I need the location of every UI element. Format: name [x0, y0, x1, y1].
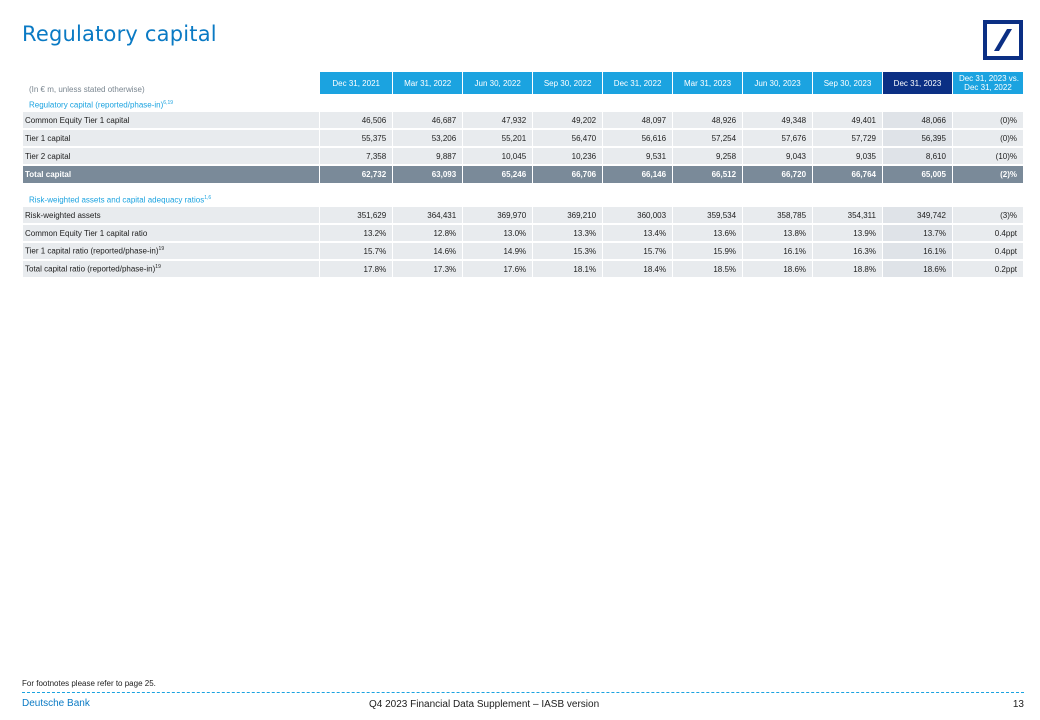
- column-header-comparison: [953, 72, 1023, 94]
- cell-value: (2)%: [953, 166, 1023, 183]
- cell-value: 15.7%: [603, 243, 672, 259]
- cell-value: 15.9%: [673, 243, 742, 259]
- row-label: Tier 2 capital: [23, 148, 319, 164]
- cell-value: 49,348: [743, 112, 812, 128]
- table-header-row: [23, 72, 1023, 94]
- comparison-label-line2: Dec 31, 2022: [964, 83, 1012, 92]
- cell-value: 56,470: [533, 130, 602, 146]
- cell-value: 17.3%: [393, 261, 462, 277]
- cell-value: 9,887: [393, 148, 462, 164]
- section-title-text: Risk-weighted assets and capital adequacy ratios: [29, 196, 205, 205]
- section-title-text: Regulatory capital (reported/phase-in): [29, 101, 164, 110]
- cell-value: 349,742: [883, 207, 952, 223]
- row-label: Common Equity Tier 1 capital ratio: [23, 225, 319, 241]
- cell-value: 15.7%: [320, 243, 392, 259]
- cell-value: 9,035: [813, 148, 882, 164]
- cell-value: 364,431: [393, 207, 462, 223]
- cell-value: 18.6%: [743, 261, 812, 277]
- column-header: Jun 30, 2023: [743, 72, 812, 94]
- table-row: [23, 148, 1023, 164]
- cell-value: 55,201: [463, 130, 532, 146]
- cell-value: 13.3%: [533, 225, 602, 241]
- row-label: Common Equity Tier 1 capital: [23, 112, 319, 128]
- section-row: [23, 185, 1023, 205]
- cell-value: 56,616: [603, 130, 672, 146]
- table-row: [23, 112, 1023, 128]
- cell-value: 351,629: [320, 207, 392, 223]
- table-row: [23, 130, 1023, 146]
- column-header: Mar 31, 2022: [393, 72, 462, 94]
- cell-value: 16.1%: [743, 243, 812, 259]
- cell-value: 360,003: [603, 207, 672, 223]
- cell-value: 48,066: [883, 112, 952, 128]
- footer-divider: [22, 692, 1024, 693]
- total-row: [23, 166, 1023, 183]
- cell-value: 48,926: [673, 112, 742, 128]
- cell-value: 369,970: [463, 207, 532, 223]
- cell-value: 7,358: [320, 148, 392, 164]
- cell-value: 49,401: [813, 112, 882, 128]
- cell-value: 12.8%: [393, 225, 462, 241]
- cell-value: 13.4%: [603, 225, 672, 241]
- cell-value: 354,311: [813, 207, 882, 223]
- column-header: Sep 30, 2022: [533, 72, 602, 94]
- page-title: Regulatory capital: [22, 22, 217, 46]
- deutsche-bank-logo-icon: [983, 20, 1023, 60]
- cell-value: 9,043: [743, 148, 812, 164]
- cell-value: (10)%: [953, 148, 1023, 164]
- cell-value: 15.3%: [533, 243, 602, 259]
- column-header: Sep 30, 2023: [813, 72, 882, 94]
- column-header: Mar 31, 2023: [673, 72, 742, 94]
- cell-value: 47,932: [463, 112, 532, 128]
- cell-value: 14.9%: [463, 243, 532, 259]
- cell-value: 65,005: [883, 166, 952, 183]
- row-label: Total capital: [23, 166, 319, 183]
- cell-value: 13.9%: [813, 225, 882, 241]
- section-row: [23, 96, 1023, 110]
- cell-value: 46,687: [393, 112, 462, 128]
- footnote-ref: 19: [155, 264, 161, 271]
- cell-value: 13.2%: [320, 225, 392, 241]
- table-row: [23, 225, 1023, 241]
- cell-value: 13.8%: [743, 225, 812, 241]
- cell-value: 48,097: [603, 112, 672, 128]
- cell-value: 18.4%: [603, 261, 672, 277]
- cell-value: 16.3%: [813, 243, 882, 259]
- cell-value: 57,676: [743, 130, 812, 146]
- footnote-ref: 1,6: [204, 195, 212, 202]
- cell-value: 53,206: [393, 130, 462, 146]
- cell-value: 18.8%: [813, 261, 882, 277]
- row-label: Tier 1 capital ratio (reported/phase-in): [25, 246, 159, 256]
- cell-value: 66,706: [533, 166, 602, 183]
- column-header-current: Dec 31, 2023: [883, 72, 952, 94]
- cell-value: 66,146: [603, 166, 672, 183]
- row-label: Total capital ratio (reported/phase-in): [25, 264, 156, 274]
- cell-value: 9,531: [603, 148, 672, 164]
- row-label-cell: [23, 243, 319, 259]
- cell-value: 17.6%: [463, 261, 532, 277]
- column-header: Dec 31, 2022: [603, 72, 672, 94]
- cell-value: 17.8%: [320, 261, 392, 277]
- cell-value: (0)%: [953, 130, 1023, 146]
- footer-document-title: Q4 2023 Financial Data Supplement – IASB version: [369, 699, 600, 710]
- comparison-label-line1: Dec 31, 2023 vs.: [958, 74, 1019, 83]
- cell-value: 46,506: [320, 112, 392, 128]
- cell-value: 62,732: [320, 166, 392, 183]
- cell-value: 18.6%: [883, 261, 952, 277]
- table-row: [23, 243, 1023, 259]
- cell-value: 63,093: [393, 166, 462, 183]
- footnote-text: For footnotes please refer to page 25.: [22, 679, 156, 688]
- footnote-ref: 19: [158, 246, 165, 253]
- row-label-cell: [23, 261, 319, 277]
- section-title: [23, 185, 1023, 205]
- cell-value: 369,210: [533, 207, 602, 223]
- cell-value: 10,236: [533, 148, 602, 164]
- cell-value: 57,254: [673, 130, 742, 146]
- cell-value: 0.2ppt: [953, 261, 1023, 277]
- cell-value: 66,764: [813, 166, 882, 183]
- cell-value: 13.0%: [463, 225, 532, 241]
- page-number: 13: [1012, 699, 1024, 710]
- cell-value: 16.1%: [883, 243, 952, 259]
- cell-value: 13.7%: [883, 225, 952, 241]
- cell-value: 358,785: [743, 207, 812, 223]
- footnote-ref: 6,19: [163, 100, 174, 107]
- regulatory-capital-table: [22, 70, 1024, 279]
- cell-value: (3)%: [953, 207, 1023, 223]
- cell-value: 65,246: [463, 166, 532, 183]
- cell-value: 55,375: [320, 130, 392, 146]
- row-label: Risk-weighted assets: [23, 207, 319, 223]
- section-title: [23, 96, 1023, 110]
- unit-note: (In € m, unless stated otherwise): [29, 85, 145, 94]
- cell-value: 0.4ppt: [953, 225, 1023, 241]
- cell-value: 66,720: [743, 166, 812, 183]
- column-header: Dec 31, 2021: [320, 72, 392, 94]
- cell-value: 0.4ppt: [953, 243, 1023, 259]
- column-header: Jun 30, 2022: [463, 72, 532, 94]
- cell-value: 66,512: [673, 166, 742, 183]
- cell-value: 359,534: [673, 207, 742, 223]
- footer-brand: Deutsche Bank: [22, 698, 90, 709]
- cell-value: 13.6%: [673, 225, 742, 241]
- cell-value: 14.6%: [393, 243, 462, 259]
- table-row: [23, 207, 1023, 223]
- cell-value: 49,202: [533, 112, 602, 128]
- row-label: Tier 1 capital: [23, 130, 319, 146]
- cell-value: (0)%: [953, 112, 1023, 128]
- cell-value: 9,258: [673, 148, 742, 164]
- cell-value: 18.1%: [533, 261, 602, 277]
- cell-value: 8,610: [883, 148, 952, 164]
- cell-value: 18.5%: [673, 261, 742, 277]
- cell-value: 10,045: [463, 148, 532, 164]
- cell-value: 57,729: [813, 130, 882, 146]
- cell-value: 56,395: [883, 130, 952, 146]
- table-row: [23, 261, 1023, 277]
